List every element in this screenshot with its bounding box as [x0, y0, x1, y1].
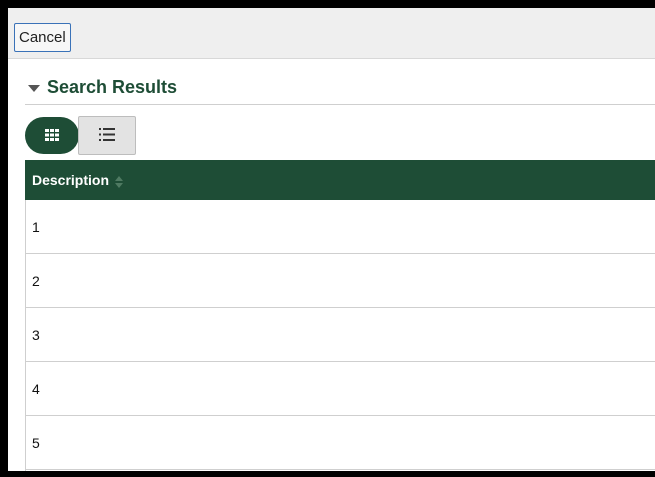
- grid-view-button[interactable]: [25, 117, 79, 154]
- row-description: 2: [32, 272, 40, 289]
- row-description: 1: [32, 218, 40, 235]
- sort-icon: [115, 175, 123, 187]
- table-row[interactable]: [25, 254, 655, 308]
- cancel-button[interactable]: Cancel: [14, 23, 71, 52]
- search-results-section-header: [25, 70, 655, 105]
- search-results-table: [25, 160, 655, 471]
- column-header-label: Description: [32, 172, 110, 188]
- column-header-description[interactable]: [25, 160, 655, 200]
- row-description: 4: [32, 380, 40, 397]
- grid-icon: [45, 129, 59, 141]
- table-row[interactable]: [25, 308, 655, 362]
- table-row[interactable]: [25, 200, 655, 254]
- caret-down-icon: [28, 85, 40, 92]
- list-icon: [99, 128, 115, 141]
- toolbar: [8, 8, 655, 59]
- app-window: [8, 8, 655, 471]
- row-description: 5: [32, 434, 40, 451]
- list-view-button[interactable]: [78, 116, 136, 155]
- table-row-partial: [25, 470, 655, 471]
- table-row[interactable]: [25, 362, 655, 416]
- table-row[interactable]: [25, 416, 655, 470]
- view-toggle: [25, 116, 137, 154]
- section-collapse-toggle[interactable]: [25, 74, 47, 104]
- row-description: 3: [32, 326, 40, 343]
- section-title: Search Results: [47, 77, 178, 97]
